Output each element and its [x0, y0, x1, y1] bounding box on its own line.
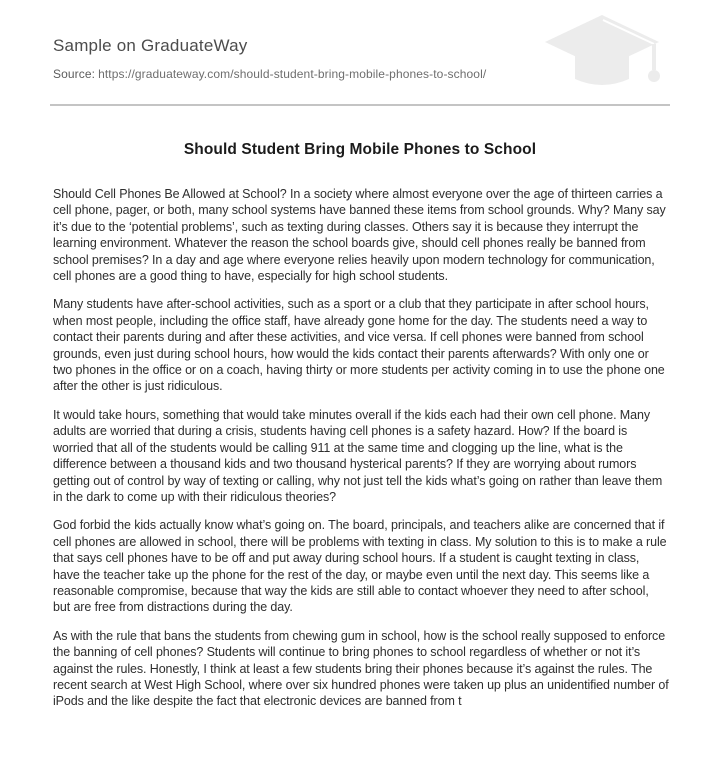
source-url-link[interactable]: https://graduateway.com/should-student-bring-mobile-phones-to-school/ [98, 67, 487, 81]
essay-title: Should Student Bring Mobile Phones to School [183, 141, 537, 158]
essay-paragraph-3: It would take hours, something that would take minutes overall if the kids each had their own cell phone. Many adults are worried that during a crisis, students having cell phones is a safety hazard. How? If the board is worried that all of the students would be calling 911 at the same time and clogging up the line, what is the difference between a thousand kids and two thousand hysterical parents? If they are worrying about rumors getting out of control by way of texting or calling, why not just tell the kids what’s going on rather than leave them in the dark to come up with their ridiculous theories? [53, 407, 663, 504]
essay-paragraph-4: God forbid the kids actually know what’s going on. The board, principals, and teachers alike are concerned that if cell phones are allowed in school, there will be problems with texting in class. My solution to this is to make a rule that says cell phones have to be off and put away during school hours. If a student is caught texting in class, have the teacher take up the phone for the rest of the day, or maybe even until the next day. This seems like a reasonable compromise, because that way the kids are still able to contact whoever they need to after school, but are free from distractions during the day. [53, 518, 667, 615]
graduation-cap-icon [543, 13, 661, 105]
header-divider [50, 104, 670, 106]
essay-paragraph-2: Many students have after-school activities, such as a sport or a club that they participate in after school hours, when most people, including the office staff, have already gone home for the day. The students need a way to contact their parents during and after these activities, and vice versa. If cell phones were banned from school grounds, even just during school hours, how would the kids contact their parents afterwards? With only one or two phones in the office or on a coach, having thirty or more students per activity coming in to use the phone one after the other is just ridiculous. [53, 297, 665, 394]
site-label: Sample on GraduateWay [53, 36, 248, 55]
essay-paragraph-1: Should Cell Phones Be Allowed at School? In a society where almost everyone over the age of thirteen carries a cell phone, pager, or both, many school systems have banned these items from school grounds. Why? Many say it’s due to the ‘potential problems’, such as texting during classes. Others say it is because they interrupt the learning environment. Whatever the reason the school boards give, should cell phones really be banned from school premises? In a day and age where everyone relies heavily upon modern technology for communication, cell phones are a good thing to have, especially for high school students. [53, 187, 666, 284]
document-header [53, 36, 486, 81]
source-line [53, 67, 486, 81]
source-label: Source: [53, 67, 96, 81]
essay-body [53, 186, 669, 769]
essay-paragraph-5: As with the rule that bans the students from chewing gum in school, how is the school really supposed to enforce the banning of cell phones? Students will continue to bring phones to school regardless of whether or not it’s against the rules. Honestly, I think at least a few students bring their phones because it’s against the rules. The recent search at West High School, where over six hundred phones were taken up plus an unidentified number of iPods and the like despite the fact that electronic devices are banned from t [53, 628, 669, 709]
graduation-cap-glyph [543, 13, 661, 105]
